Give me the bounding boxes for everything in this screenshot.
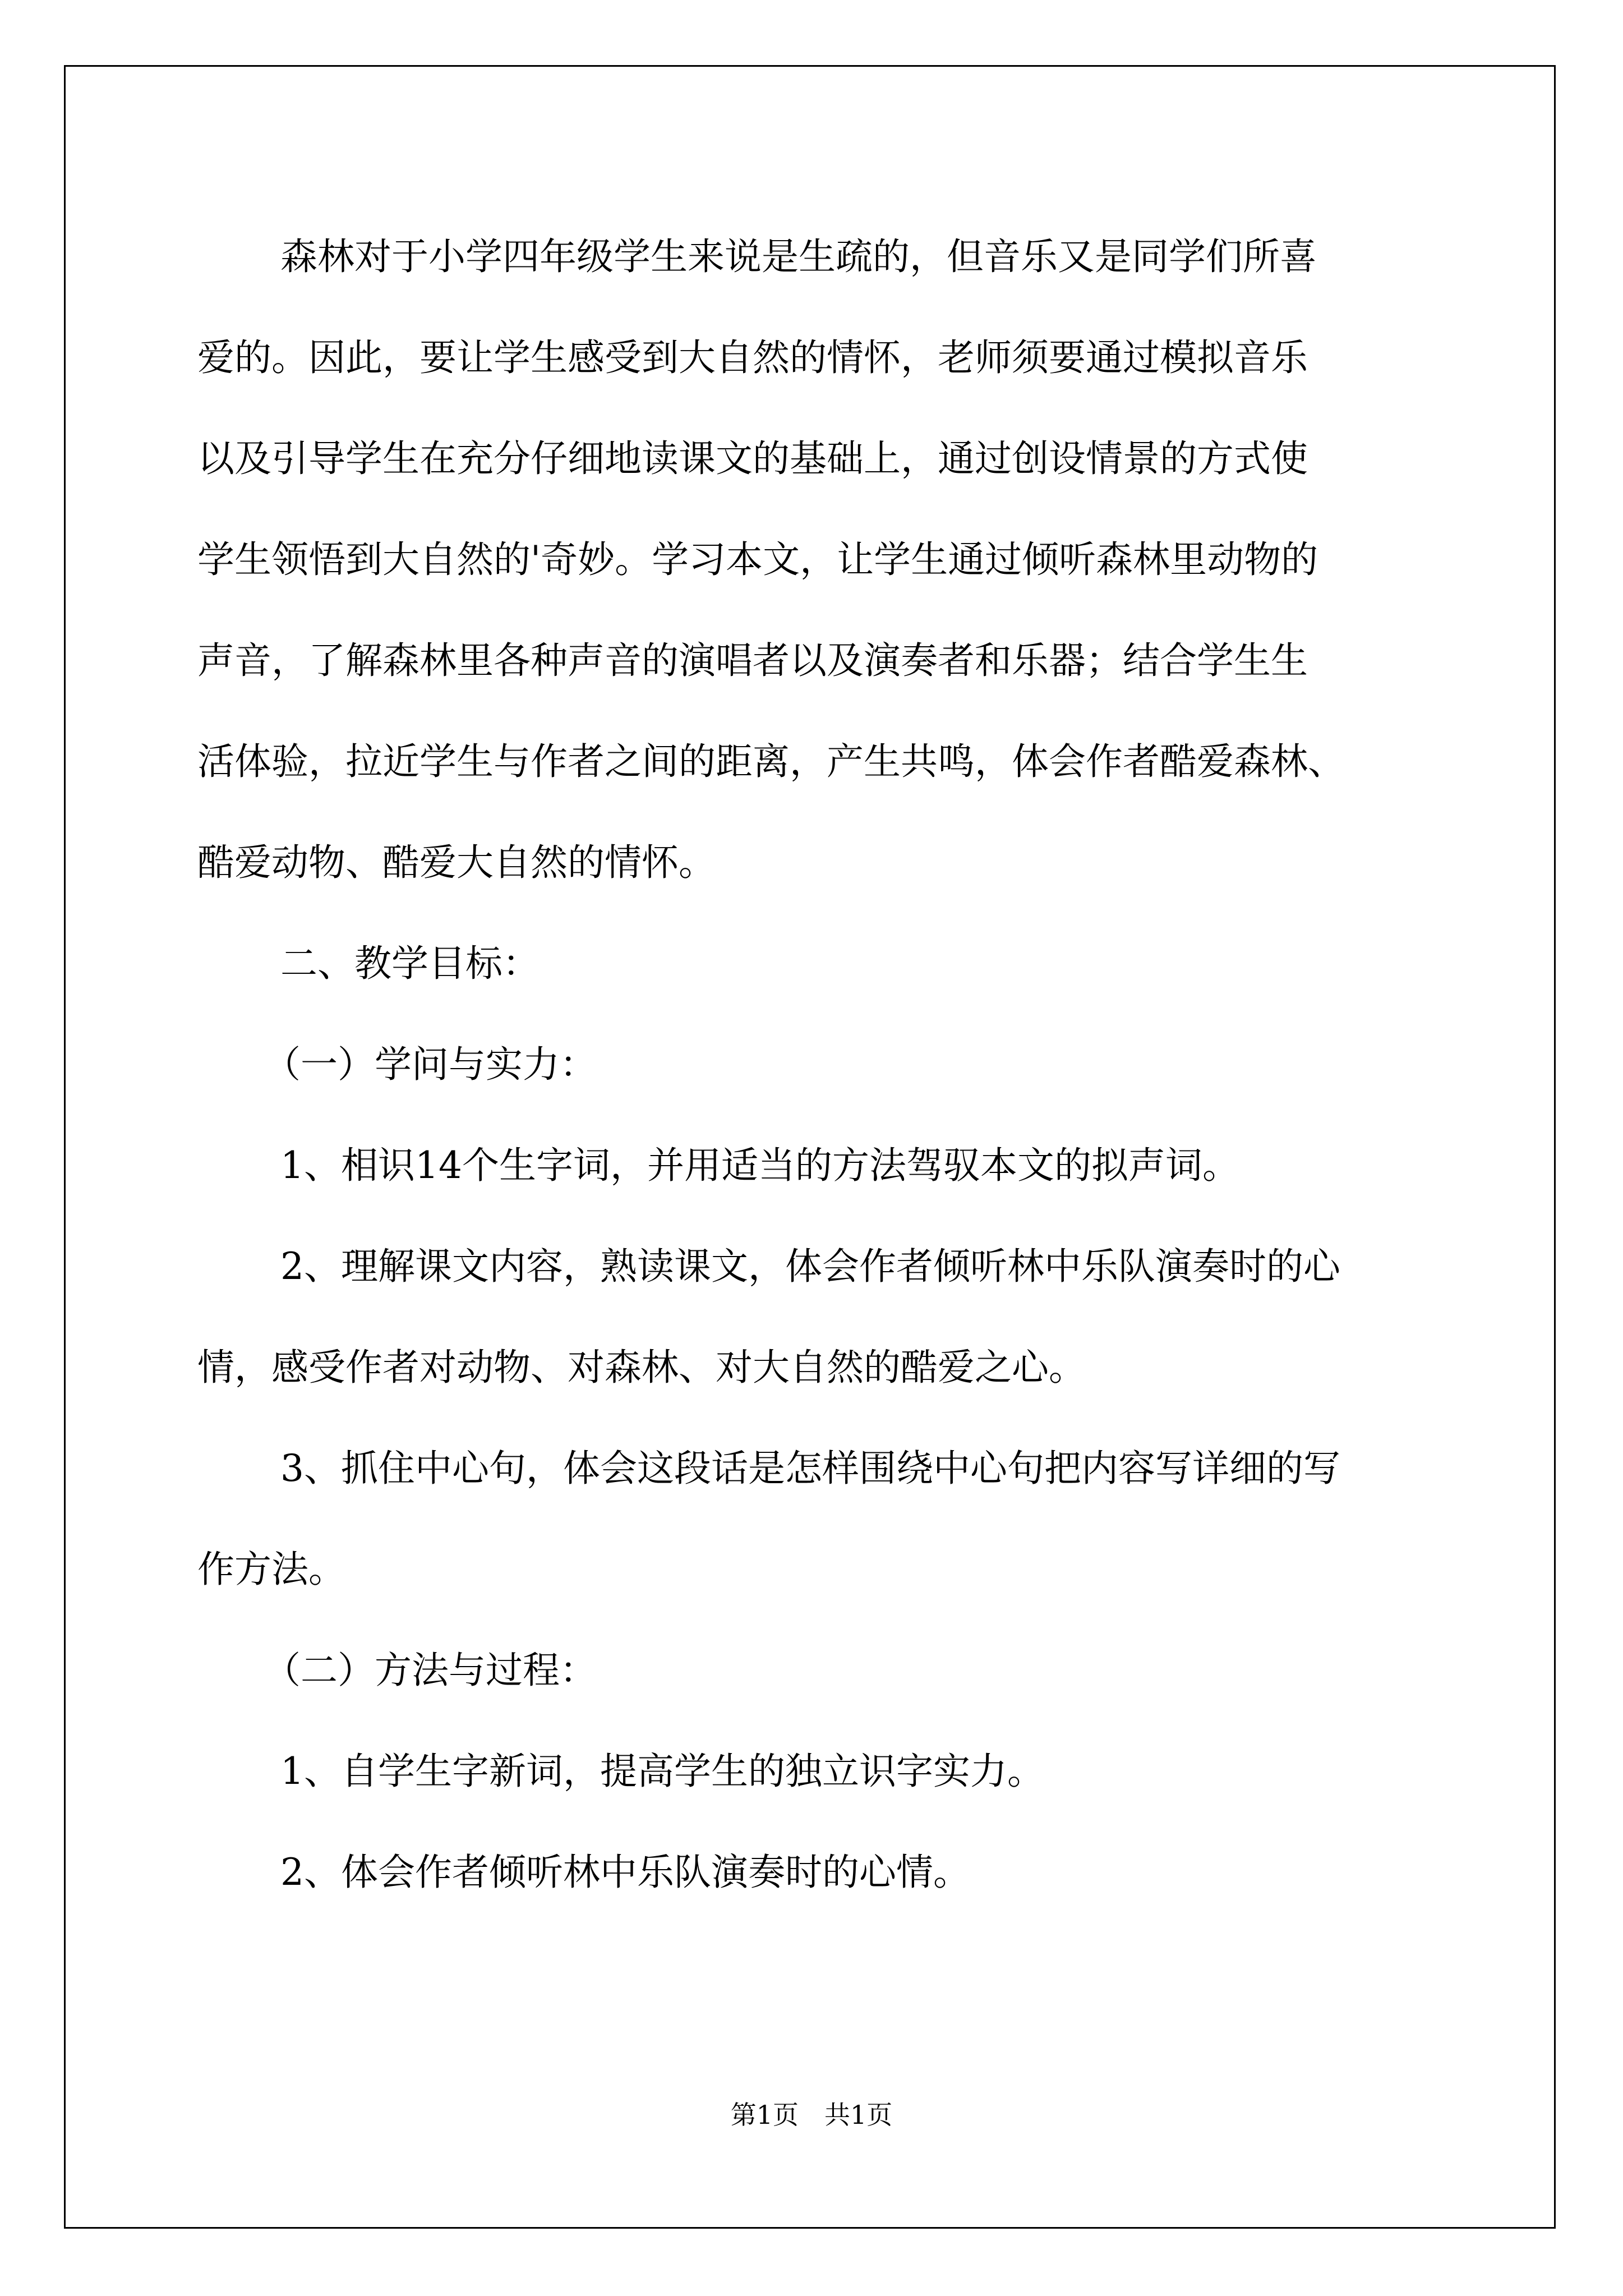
paragraph-line: 酷爱动物、酷爱大自然的情怀。 [197,841,716,884]
list-item: 1、相识14个生字词，并用适当的方法驾驭本文的拟声词。 [280,1144,1239,1187]
document-body [197,206,1493,1923]
paragraph-line: 以及引导学生在充分仔细地读课文的基础上，通过创设情景的方式使 [197,437,1308,480]
list-item-continuation: 情，感受作者对动物、对森林、对大自然的酷爱之心。 [197,1346,1086,1389]
list-item: 2、理解课文内容，熟读课文，体会作者倾听林中乐队演奏时的心 [280,1245,1340,1288]
list-item: 2、体会作者倾听林中乐队演奏时的心情。 [280,1851,970,1894]
section-heading: 二、教学目标： [280,942,540,985]
paragraph-line: 学生领悟到大自然的'奇妙。学习本文，让学生通过倾听森林里动物的 [197,538,1318,581]
paragraph-line: 爱的。因此，要让学生感受到大自然的情怀，老师须要通过模拟音乐 [197,336,1308,379]
list-item: 1、自学生字新词，提高学生的独立识字实力。 [280,1750,1044,1793]
paragraph-line: 活体验，拉近学生与作者之间的距离，产生共鸣，体会作者酷爱森林、 [197,740,1345,783]
subsection-heading: （二）方法与过程： [264,1649,597,1692]
paragraph-line: 声音，了解森林里各种声音的演唱者以及演奏者和乐器；结合学生生 [197,639,1308,682]
list-item-continuation: 作方法。 [197,1548,345,1591]
page-number-footer: 第1页 共1页 [730,2100,893,2130]
subsection-heading: （一）学问与实力： [264,1043,597,1086]
paragraph-line: 森林对于小学四年级学生来说是生疏的，但音乐又是同学们所喜 [280,235,1317,278]
list-item: 3、抓住中心句，体会这段话是怎样围绕中心句把内容写详细的写 [280,1447,1340,1490]
